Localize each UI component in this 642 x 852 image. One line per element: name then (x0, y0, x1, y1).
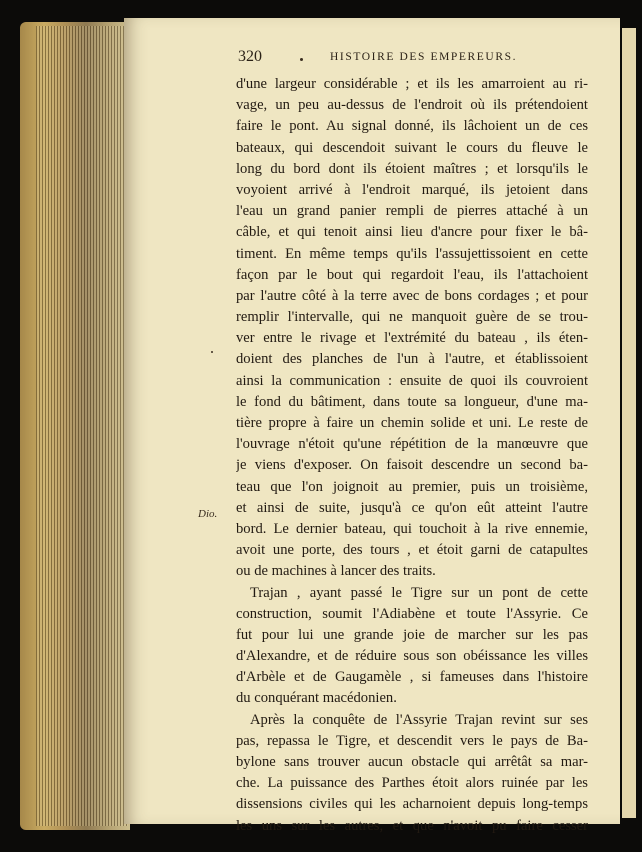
text-line: che. La puissance des Parthes étoit alors ruinée par les (236, 775, 588, 792)
page-number: 320 (238, 48, 262, 65)
text-line: avoit une porte, des tours , et étoit garni de catapultes (236, 542, 588, 559)
text-line: du conquérant macédonien. (236, 690, 397, 707)
text-line: l'eau un grand panier rempli de pierres attaché à un (236, 203, 588, 220)
text-line: construction, soumit l'Adiabène et toute l'Assyrie. Ce (236, 605, 588, 622)
text-line: ainsi la communication : ensuite de quoi ils couvroient (236, 372, 588, 389)
text-line: pas, repassa le Tigre, et descendit vers le pays de Ba- (236, 732, 588, 749)
text-line: bateaux, qui descendoit suivant le cours du fleuve le (236, 139, 588, 156)
text-line: remplir l'intervalle, qui ne manquoit guère de se trou- (236, 309, 588, 326)
text-line: tière propre à faire un chemin solide et uni. Le reste de (236, 415, 588, 431)
text-line: doient des planches de l'un à l'autre, et établissoient (236, 351, 588, 368)
text-line: faire le pont. Au signal donné, ils lâchoient un de ces (236, 118, 588, 135)
text-line: ver entre le rivage et l'extrémité du bateau , ils éten- (236, 330, 588, 347)
text-line: câble, et qui tenoit ainsi lieu d'ancre pour fixer le bâ- (236, 224, 588, 241)
text-line: long du bord dont ils étoient maîtres ; et lorsqu'ils le (236, 160, 588, 177)
text-line: et ainsi de suite, jusqu'à ce qu'on eût atteint l'autre (236, 499, 588, 516)
text-line: d'une largeur considérable ; et ils les amarroient au ri- (236, 76, 588, 92)
text-line: vage, un peu au-dessus de l'endroit où ils prétendoient (236, 97, 588, 114)
text-line: façon par le bout qui regardoit l'eau, ils l'attachoient (236, 266, 588, 283)
text-line: le fond du bâtiment, dans toute sa longueur, d'une ma- (236, 393, 588, 410)
text-line: d'Arbèle et de Gaugamèle , si fameuses dans l'histoire (236, 669, 588, 686)
text-line: ou de machines à lancer des traits. (236, 563, 436, 580)
body-text (236, 74, 588, 837)
ink-speck (211, 351, 213, 353)
ink-speck (300, 58, 303, 61)
text-line: bord. Le dernier bateau, qui touchoit à la rive ennemie, (236, 520, 588, 537)
text-line: les uns sur les autres, et que n'avoit pu faire cesser (236, 817, 588, 834)
text-line: je viens d'exposer. On faisoit descendre un second ba- (236, 457, 588, 474)
text-line: Après la conquête de l'Assyrie Trajan revint sur ses (250, 711, 588, 728)
text-line: par l'autre côté à la terre avec de bons cordages ; et pour (236, 287, 588, 304)
text-line: voyoient arrivé à l'endroit marqué, ils jetoient dans (236, 181, 588, 198)
facing-page-edge (622, 28, 636, 818)
text-line: Trajan , ayant passé le Tigre sur un pont de cette (250, 584, 588, 601)
text-line: d'Alexandre, et de réduire sous son obéissance les villes (236, 648, 588, 665)
text-line: l'ouvrage n'étoit qu'une répétition de la manœuvre que (236, 436, 588, 453)
margin-note: Dio. (198, 508, 218, 520)
text-line: bylone sans trouver aucun obstacle qui arrêtât sa mar- (236, 754, 588, 770)
running-head (238, 48, 588, 72)
running-title: HISTOIRE DES EMPEREURS. (330, 51, 518, 63)
text-line: timent. En même temps qu'ils l'assujettissoient en cette (236, 245, 588, 262)
text-line: teau que l'on joignoit au premier, puis un troisième, (236, 478, 588, 495)
text-line: fut pour lui une grande joie de marcher sur les pas (236, 626, 588, 643)
text-line: dissensions civiles qui les acharnoient depuis long-temps (236, 796, 588, 813)
page-edge-stripes (36, 26, 128, 826)
